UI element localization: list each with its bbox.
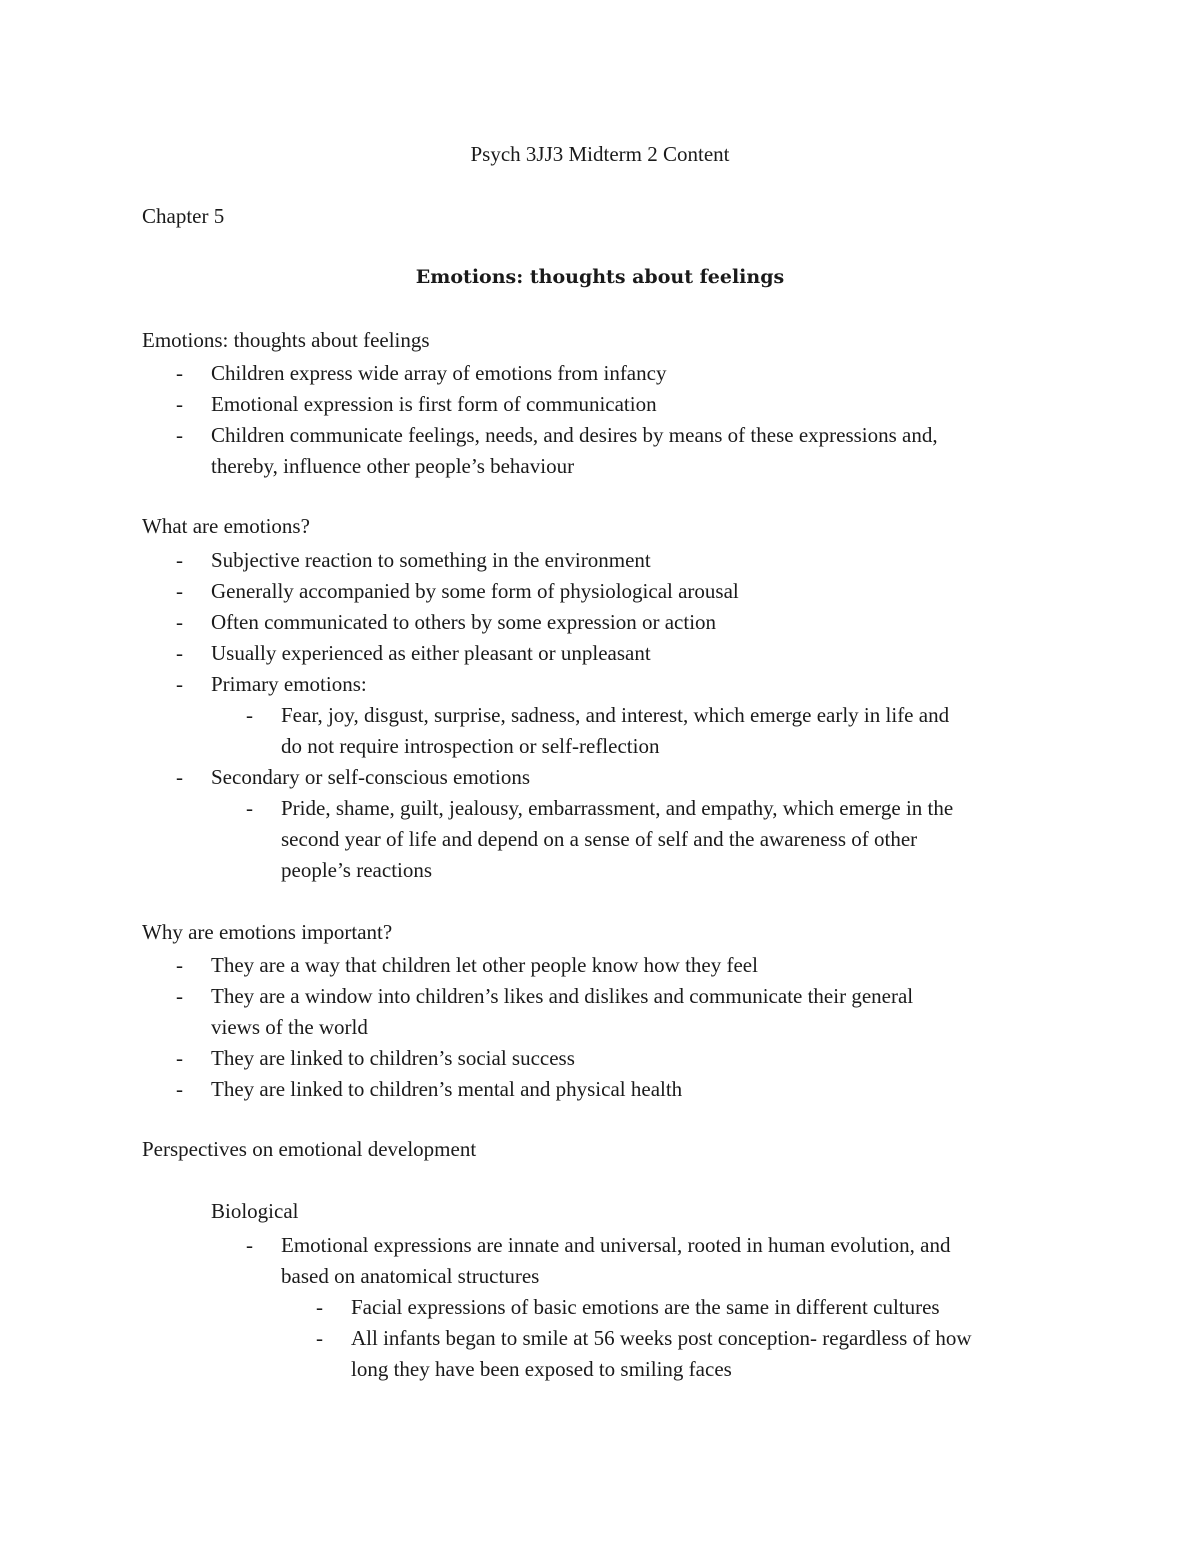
list-item-text: All infants began to smile at 56 weeks post conception- regardless of how [351,1326,972,1350]
list-item-text: views of the world [211,1015,368,1039]
list-item [142,420,1062,451]
list-item [142,576,1062,607]
list-item-continuation [212,855,1062,886]
dash-marker: - [176,1046,183,1070]
section-title-what-are-emotions: What are emotions? [142,514,310,538]
list-item-text: based on anatomical structures [281,1264,540,1288]
dash-marker: - [176,423,183,447]
list-item-continuation [212,824,1062,855]
bullet-list-secondary [142,762,1062,793]
document-title: Psych 3JJ3 Midterm 2 Content [470,142,730,166]
bullet-list-emotions [142,358,1062,482]
dash-marker: - [176,984,183,1008]
dash-marker: - [176,610,183,634]
subsection-title-biological: Biological [211,1199,299,1223]
list-item-continuation [142,451,1062,482]
section-title-emotions: Emotions: thoughts about feelings [142,328,430,352]
list-item-text: long they have been exposed to smiling faces [351,1357,732,1381]
dash-marker: - [316,1295,323,1319]
dash-marker: - [176,765,183,789]
bullet-list-biological [212,1230,1062,1292]
list-item-text: Emotional expression is first form of communication [211,392,657,416]
list-item [142,638,1062,669]
list-item [142,1074,1062,1105]
list-item-text: thereby, influence other people’s behaviour [211,454,575,478]
list-item-text: second year of life and depend on a sense of self and the awareness of other [281,827,918,851]
list-item-text: do not require introspection or self-reflection [281,734,660,758]
list-item-text: Fear, joy, disgust, surprise, sadness, and interest, which emerge early in life and [281,703,950,727]
list-item-text: Emotional expressions are innate and universal, rooted in human evolution, and [281,1233,951,1257]
list-item [212,700,1062,731]
section-title-why-important: Why are emotions important? [142,920,393,944]
dash-marker: - [176,953,183,977]
list-item-continuation [212,731,1062,762]
list-item-text: They are linked to children’s social success [211,1046,575,1070]
section-heading: Emotions: thoughts about feelings [415,266,785,288]
bullet-list-secondary-emotions [212,793,1062,886]
list-item-text: people’s reactions [281,858,433,882]
list-item [142,607,1062,638]
list-item [142,669,1062,700]
list-item-text: Facial expressions of basic emotions are the same in different cultures [351,1295,940,1319]
list-item [142,1043,1062,1074]
list-item-text: Generally accompanied by some form of physiological arousal [211,579,739,603]
list-item [282,1323,1062,1354]
dash-marker: - [176,641,183,665]
list-item [142,950,1062,981]
list-item [282,1292,1062,1323]
list-item-text: Pride, shame, guilt, jealousy, embarrassment, and empathy, which emerge in the [281,796,954,820]
dash-marker: - [176,1077,183,1101]
bullet-list-why-important [142,950,1062,1105]
dash-marker: - [176,361,183,385]
list-item [142,389,1062,420]
dash-marker: - [176,579,183,603]
list-item-continuation [142,1012,1062,1043]
list-item-text: Often communicated to others by some expression or action [211,610,717,634]
list-item-text: Subjective reaction to something in the environment [211,548,651,572]
list-item-text: They are a way that children let other people know how they feel [211,953,758,977]
chapter-label: Chapter 5 [142,204,225,228]
list-item-text: They are linked to children’s mental and physical health [211,1077,683,1101]
list-item [212,1230,1062,1261]
list-item [212,793,1062,824]
list-item [142,358,1062,389]
dash-marker: - [246,703,253,727]
list-item-text: Usually experienced as either pleasant or unpleasant [211,641,651,665]
dash-marker: - [176,548,183,572]
list-item-text: Children communicate feelings, needs, and desires by means of these expressions and, [211,423,938,447]
list-item-text: They are a window into children’s likes and dislikes and communicate their general [211,984,914,1008]
bullet-list-biological-details [282,1292,1062,1385]
list-item [142,762,1062,793]
list-item [142,545,1062,576]
list-item [142,981,1062,1012]
list-item-text: Children express wide array of emotions from infancy [211,361,667,385]
list-item-text: Secondary or self-conscious emotions [211,765,531,789]
list-item-text: Primary emotions: [211,672,367,696]
list-item-continuation [212,1261,1062,1292]
section-title-perspectives: Perspectives on emotional development [142,1137,477,1161]
dash-marker: - [246,1233,253,1257]
list-item-continuation [282,1354,1062,1385]
dash-marker: - [316,1326,323,1350]
dash-marker: - [246,796,253,820]
bullet-list-what-are-emotions [142,545,1062,700]
dash-marker: - [176,392,183,416]
bullet-list-primary-emotions [212,700,1062,762]
dash-marker: - [176,672,183,696]
